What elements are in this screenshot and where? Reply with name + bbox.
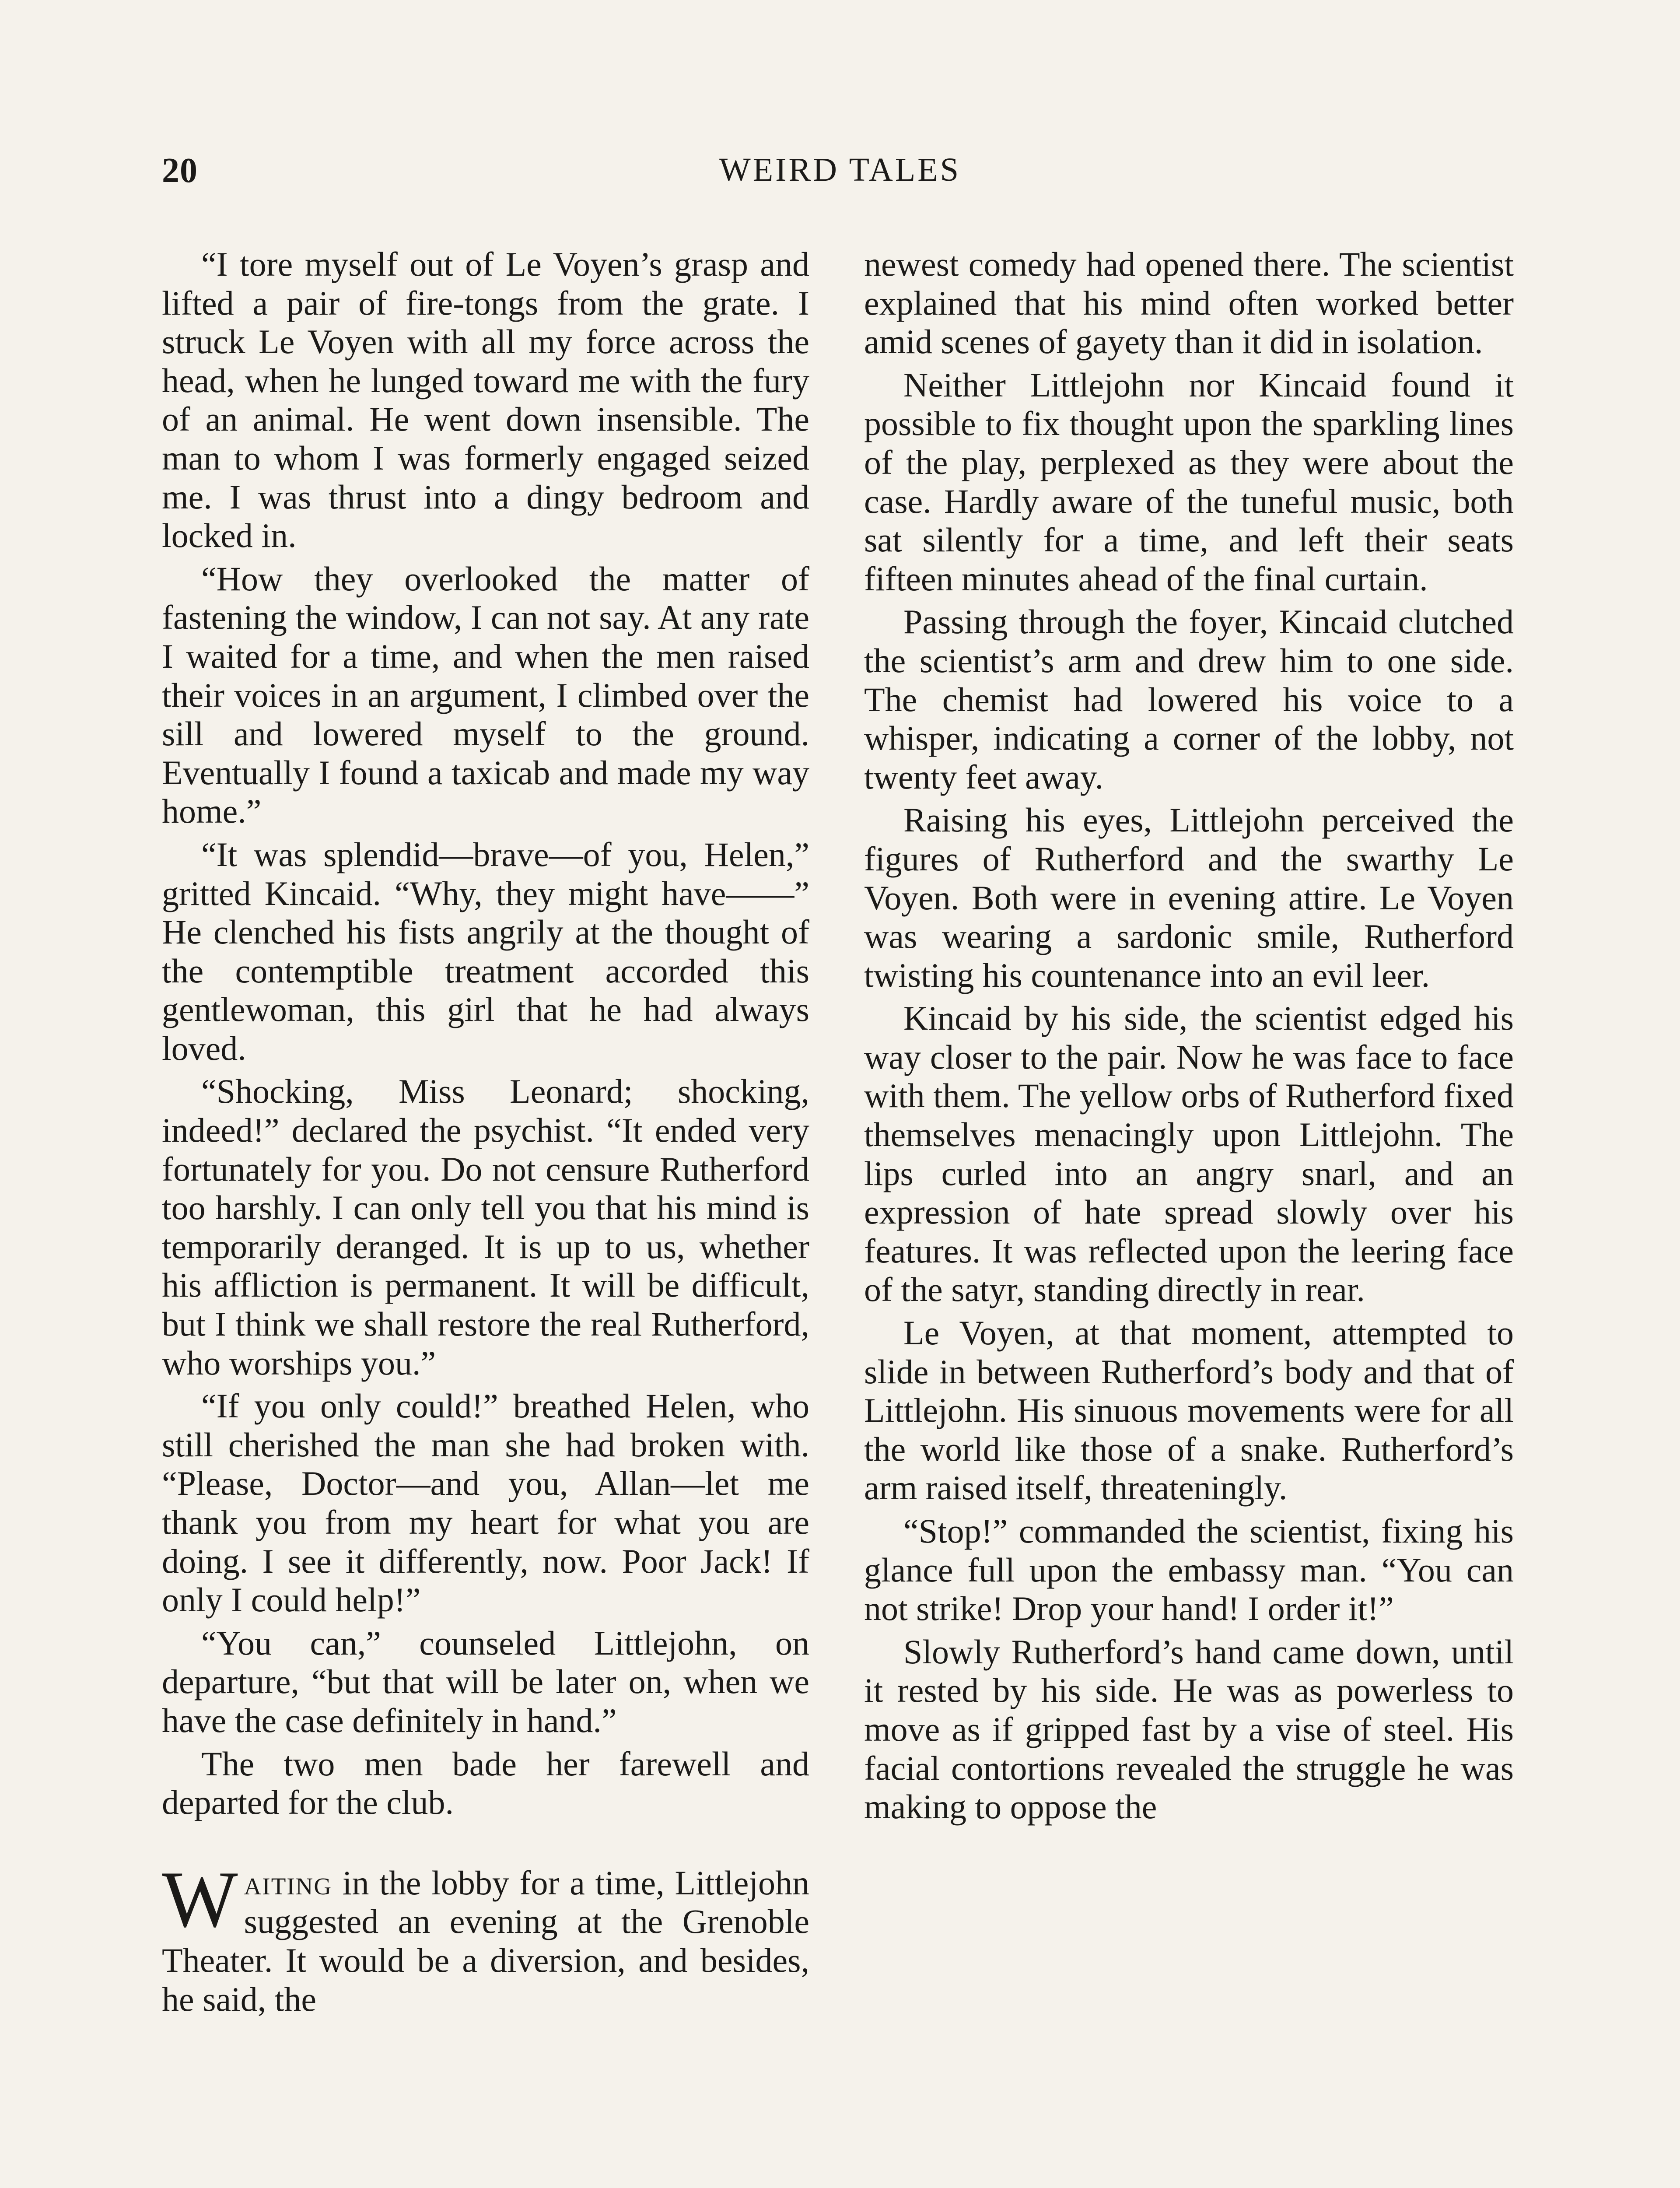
paragraph: “Shocking, Miss Leonard; shocking, indeed!” declared the psychist. “It ended very fortunately for you. Do not censure Rutherford too harshly. I can only tell you that his mind is temporarily deranged. It is up to us, whether his affliction is permanent. It will be difficult, but I think we shall restore the real Rutherford, who worships you.” [162, 1072, 809, 1382]
paragraph: “I tore myself out of Le Voyen’s grasp and lifted a pair of fire-tongs from the grate. I struck Le Voyen with all my force across the head, when he lunged toward me with the fury of an animal. He went down insensible. The man to whom I was formerly engaged seized me. I was thrust into a dingy bedroom and locked in. [162, 245, 809, 555]
small-caps-lead: aiting [244, 1863, 332, 1902]
paragraph: Raising his eyes, Littlejohn perceived the figures of Rutherford and the swarthy Le Voyen. Both were in evening attire. Le Voyen was wearing a sardonic smile, Rutherford twisting his countenance into an evil leer. [864, 801, 1514, 994]
paragraph: Kincaid by his side, the scientist edged his way closer to the pair. Now he was face to face with them. The yellow orbs of Rutherford fixed themselves menacingly upon Littlejohn. The lips curled into an angry snarl, and an expression of hate spread slowly over his features. It was reflected upon the leering face of the satyr, standing directly in rear. [864, 999, 1514, 1309]
paragraph: “Stop!” commanded the scientist, fixing his glance full upon the embassy man. “You can not strike! Drop your hand! I order it!” [864, 1512, 1514, 1628]
paragraph: The two men bade her farewell and departed for the club. [162, 1744, 809, 1822]
page-header [162, 151, 1518, 199]
paragraph: Neither Littlejohn nor Kincaid found it possible to fix thought upon the sparkling lines of the play, perplexed as they were about the case. Hardly aware of the tuneful music, both sat silently for a time, and left their seats fifteen minutes ahead of the final curtain. [864, 365, 1514, 598]
paragraph: “How they overlooked the matter of fastening the window, I can not say. At any rate I waited for a time, and when the men raised their voices in an argument, I climbed over the sill and lowered myself to the ground. Eventually I found a taxicab and made my way home.” [162, 559, 809, 831]
paragraph: “You can,” counseled Littlejohn, on departure, “but that will be later on, when we have the case definitely in hand.” [162, 1623, 809, 1739]
right-column [864, 245, 1514, 1831]
drop-cap: W [162, 1854, 238, 1944]
left-column [162, 245, 809, 2023]
page-number: 20 [162, 151, 198, 190]
continued-paragraph: newest comedy had opened there. The scientist explained that his mind often worked better amid scenes of gayety than it did in isolation. [864, 245, 1514, 361]
paragraph: “It was splendid—brave—of you, Helen,” gritted Kincaid. “Why, they might have——” He clenched his fists angrily at the thought of the contemptible treatment accorded this gentlewoman, this girl that he had always loved. [162, 835, 809, 1067]
paragraph: Le Voyen, at that moment, attempted to slide in between Rutherford’s body and that of Littlejohn. His sinuous movements were for all the world like those of a snake. Rutherford’s arm raised itself, threateningly. [864, 1314, 1514, 1507]
paragraph: Slowly Rutherford’s hand came down, until it rested by his side. He was as powerless to move as if gripped fast by a vise of steel. His facial contortions revealed the struggle he was making to oppose the [864, 1632, 1514, 1826]
paragraph-text: in the lobby for a time, Littlejohn suggested an evening at the Grenoble Theater. It would be a diversion, and besides, he said, the [162, 1863, 809, 2018]
paragraph: “If you only could!” breathed Helen, who still cherished the man she had broken with. “Please, Doctor—and you, Allan—let me thank you from my heart for what you are doing. I see it differently, now. Poor Jack! If only I could help!” [162, 1387, 809, 1619]
running-title: WEIRD TALES [719, 151, 961, 188]
paragraph: Passing through the foyer, Kincaid clutched the scientist’s arm and drew him to one side. The chemist had lowered his voice to a whisper, indicating a corner of the lobby, not twenty feet away. [864, 603, 1514, 796]
section-opening-paragraph [162, 1854, 809, 2019]
